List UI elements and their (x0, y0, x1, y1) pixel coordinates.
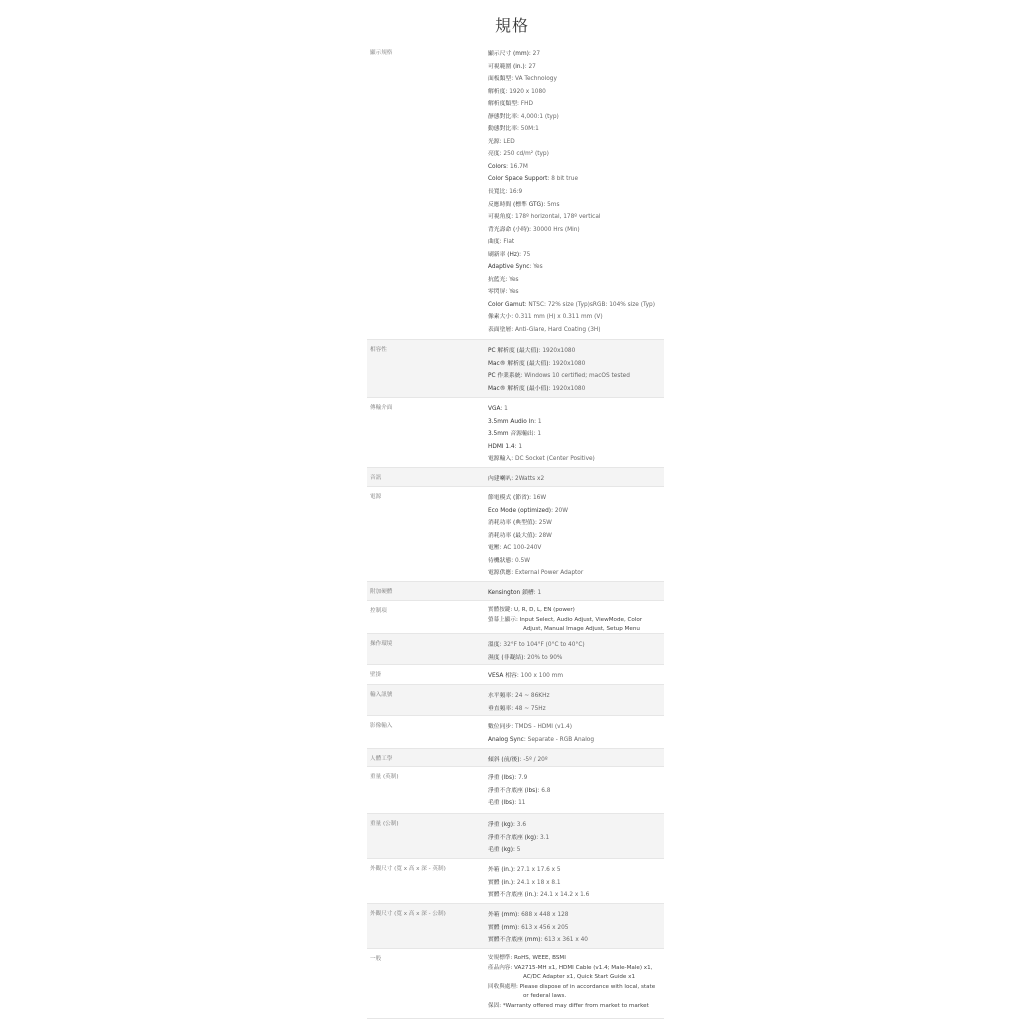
spec-item-value: 613 x 456 x 205 (521, 924, 569, 931)
spec-item: 刷新率 (Hz): 75 (488, 251, 531, 258)
spec-item-value: 688 x 448 x 128 (521, 912, 569, 918)
spec-item: 毛重 (kg): 5 (488, 847, 521, 854)
spec-item-key: 待機狀態 (488, 557, 512, 564)
spec-item-key: 實體 (in.) (488, 879, 514, 886)
spec-row (367, 814, 664, 859)
spec-item-key: 外箱 (in.) (488, 867, 514, 873)
spec-item-key: 實體 (mm) (488, 924, 518, 931)
spec-item-key: 淨重不含底座 (lbs) (488, 787, 538, 794)
spec-row (367, 665, 664, 685)
spec-item-key: Color Gamut (488, 301, 525, 308)
spec-item: 解析度: 1920 x 1080 (488, 88, 546, 95)
spec-row (367, 716, 664, 749)
spec-item-value: 1 (504, 406, 508, 412)
spec-item: 零閃屏: Yes (488, 289, 519, 296)
spec-item: 消耗功率 (典型值): 25W (488, 520, 552, 527)
spec-item-key: 可視角度 (488, 214, 512, 221)
spec-row-values (488, 909, 664, 947)
spec-item: Analog Sync: Separate - RGB Analog (488, 736, 595, 743)
spec-item: PC 作業系統: Windows 10 certified; macOS tested (488, 373, 630, 380)
spec-item: Kensington 鎖槽: 1 (488, 590, 542, 596)
spec-item: 反應時間 (標準 GTG): 5ms (488, 201, 560, 208)
spec-row (367, 468, 664, 487)
spec-item: 濕度 (非凝結): 20% to 90% (488, 654, 563, 661)
spec-row-values (488, 954, 664, 1011)
spec-item-key: 顯示尺寸 (mm) (488, 51, 529, 57)
spec-row (367, 685, 664, 716)
spec-row (367, 43, 664, 340)
spec-item-key: 面板類型 (488, 76, 512, 83)
spec-item-value: 178º horizontal, 178º vertical (515, 214, 601, 221)
spec-text: 保固: *Warranty offered may differ from market to market (488, 1002, 649, 1009)
spec-row-label: 電源 (370, 494, 382, 500)
spec-row-label: 影像輸入 (370, 723, 393, 729)
spec-item-value: VA Technology (515, 76, 557, 83)
spec-row-label: 輸入訊號 (370, 692, 393, 698)
spec-row-values (488, 473, 664, 486)
spec-item-value: 2Watts x2 (515, 476, 545, 482)
spec-item-key: 濕度 (非凝結) (488, 654, 524, 661)
spec-item-key: PC 解析度 (最大值) (488, 348, 539, 354)
spec-item: Color Space Support: 8 bit true (488, 176, 579, 183)
spec-row (367, 582, 664, 601)
spec-item: 外箱 (in.): 27.1 x 17.6 x 5 (488, 867, 561, 873)
spec-item: 淨重不含底座 (lbs): 6.8 (488, 787, 551, 794)
spec-row-values (488, 403, 664, 466)
spec-row-label: 人體工學 (370, 756, 393, 762)
spec-row (367, 949, 664, 1019)
spec-row (367, 398, 664, 468)
spec-item: Color Gamut: NTSC: 72% size (Typ)sRGB: 104% size (Typ) (488, 301, 655, 308)
spec-text-line (488, 1002, 664, 1012)
spec-item-value: 1920x1080 (552, 385, 586, 392)
spec-row (367, 767, 664, 814)
spec-item: VESA 相容: 100 x 100 mm (488, 673, 564, 679)
spec-item-value: 100 x 100 mm (520, 673, 564, 679)
spec-item-key: 消耗功率 (最大值) (488, 532, 535, 539)
spec-text-line (488, 606, 664, 616)
spec-item-key: Adaptive Sync (488, 264, 530, 271)
spec-item-value: 1920 x 1080 (509, 88, 546, 95)
spec-item-key: 淨重 (lbs) (488, 775, 515, 781)
spec-item: 抗藍光: Yes (488, 276, 519, 283)
spec-row-label: 傳輸介面 (370, 405, 393, 411)
spec-item-value: 0.311 mm (H) x 0.311 mm (V) (515, 314, 603, 321)
spec-item-key: 消耗功率 (典型值) (488, 520, 535, 527)
spec-item-value: 27.1 x 17.6 x 5 (516, 867, 561, 873)
spec-text-line (488, 616, 664, 626)
spec-item-value: 5ms (547, 201, 560, 208)
spec-row-label: 音訊 (370, 475, 382, 481)
spec-item: 實體 (in.): 24.1 x 18 x 8.1 (488, 879, 561, 886)
spec-item: 背光壽命 (小時): 30000 Hrs (Min) (488, 226, 580, 233)
spec-item-value: TMDS - HDMI (v1.4) (515, 724, 573, 730)
spec-item-value: Windows 10 certified; macOS tested (524, 373, 630, 380)
spec-item-key: 解析度 (488, 88, 506, 95)
spec-item: 淨重 (lbs): 7.9 (488, 775, 528, 781)
spec-item: 外箱 (mm): 688 x 448 x 128 (488, 912, 569, 918)
spec-item-value: 27 (532, 51, 541, 57)
spec-item: 動態對比率: 50M:1 (488, 126, 539, 133)
spec-item-value: Anti-Glare, Hard Coating (3H) (515, 327, 601, 334)
spec-item-key: 節電模式 (節省) (488, 495, 530, 501)
spec-item: 溫度: 32°F to 104°F (0°C to 40°C) (488, 642, 585, 648)
spec-item-value: 1920x1080 (552, 360, 586, 367)
spec-row-label: 附加硬體 (370, 589, 393, 595)
spec-item: 3.5mm Audio In: 1 (488, 418, 542, 425)
spec-item-key: 靜態對比率 (488, 113, 517, 120)
spec-row-label: 重量 (英制) (370, 774, 399, 780)
spec-item: 曲度: Flat (488, 239, 515, 246)
spec-item-key: 刷新率 (Hz) (488, 251, 520, 258)
spec-row-values (488, 606, 664, 635)
spec-row-values (488, 639, 664, 664)
spec-item-key: 背光壽命 (小時) (488, 226, 530, 233)
spec-text: 螢幕上顯示: Input Select, Audio Adjust, ViewMode, Color (488, 616, 643, 623)
spec-row-values (488, 587, 664, 600)
spec-item-key: 電壓 (488, 545, 500, 552)
spec-item-value: 250 cd/m² (typ) (503, 151, 549, 158)
spec-item-value: 25W (538, 520, 552, 527)
spec-item: 淨重 (kg): 3.6 (488, 822, 527, 828)
spec-item: 水平頻率: 24 ~ 86KHz (488, 693, 550, 699)
spec-item-key: 3.5mm 音源輸出 (488, 431, 534, 438)
spec-item-value: 24.1 x 14.2 x 1.6 (540, 892, 590, 899)
spec-text-line (488, 964, 664, 974)
spec-item-key: Color Space Support (488, 176, 548, 183)
spec-item-key: 像素大小 (488, 314, 512, 321)
spec-item: 實體不含底座 (in.): 24.1 x 14.2 x 1.6 (488, 892, 590, 899)
spec-text: 回收與處理: Please dispose of in accordance with local, state (488, 983, 656, 990)
spec-item-value: 24.1 x 18 x 8.1 (516, 879, 561, 886)
spec-item-value: 613 x 361 x 40 (544, 937, 588, 944)
spec-item-value: 3.1 (539, 834, 550, 841)
spec-text-line (488, 992, 664, 1002)
spec-item-key: 長寬比 (488, 189, 506, 196)
spec-item: 光源: LED (488, 138, 515, 145)
spec-row-values (488, 721, 664, 746)
spec-text-line (488, 954, 664, 964)
spec-item-value: FHD (520, 101, 533, 108)
spec-row-values (488, 670, 664, 683)
spec-item: 可視角度: 178º horizontal, 178º vertical (488, 214, 601, 221)
spec-text: 實體按鍵: U, R, D, L, EN (power) (488, 607, 575, 613)
spec-item-key: 毛重 (lbs) (488, 800, 515, 807)
spec-item-key: 實體不含底座 (mm) (488, 937, 541, 944)
spec-text: Adjust, Manual Image Adjust, Setup Menu (523, 626, 640, 632)
spec-text-line (488, 983, 664, 993)
spec-item-value: 4,000:1 (typ) (520, 113, 559, 120)
spec-item-key: 淨重 (kg) (488, 822, 513, 828)
spec-item-key: 水平頻率 (488, 693, 512, 699)
spec-item: Eco Mode (optimized): 20W (488, 507, 568, 514)
spec-item-key: 可視範圍 (in.) (488, 63, 525, 70)
spec-item: 實體不含底座 (mm): 613 x 361 x 40 (488, 937, 588, 944)
spec-row (367, 634, 664, 665)
spec-item-value: 8 bit true (551, 176, 579, 183)
spec-item: 毛重 (lbs): 11 (488, 800, 526, 807)
spec-item-key: 淨重不含底座 (kg) (488, 834, 537, 841)
spec-row-label: 重量 (公制) (370, 821, 399, 827)
spec-row-label: 操作環境 (370, 641, 393, 647)
spec-item-value: 1 (537, 590, 542, 596)
spec-item-value: Yes (509, 276, 519, 283)
spec-row-values (488, 48, 664, 337)
spec-item-key: 表面塗層 (488, 327, 512, 334)
spec-row-values (488, 690, 664, 715)
spec-text: or federal laws. (523, 993, 567, 999)
spec-item-value: -5º / 20º (523, 757, 548, 763)
spec-item-key: 電源供應 (488, 570, 512, 577)
spec-item-key: 零閃屏 (488, 289, 506, 296)
spec-item-value: 20% to 90% (527, 654, 563, 661)
spec-item-value: 11 (518, 800, 526, 807)
spec-row-label: 一般 (370, 956, 382, 962)
spec-row-values (488, 754, 664, 767)
spec-row-label: 外觀尺寸 (寬 x 高 x 深 - 英制) (370, 866, 446, 872)
spec-item-value: 6.8 (541, 787, 551, 794)
spec-row (367, 601, 664, 634)
spec-item: 亮度: 250 cd/m² (typ) (488, 151, 549, 158)
spec-item-value: 27 (528, 63, 536, 70)
spec-item-value: 16:9 (509, 189, 523, 196)
spec-item-key: 動態對比率 (488, 126, 517, 133)
spec-item: 靜態對比率: 4,000:1 (typ) (488, 113, 559, 120)
spec-row-label: 顯示規格 (370, 50, 393, 56)
spec-item: 內建喇叭: 2Watts x2 (488, 476, 545, 482)
spec-item-key: 內建喇叭 (488, 476, 512, 482)
spec-item-value: 75 (522, 251, 531, 258)
spec-item-key: 3.5mm Audio In (488, 418, 535, 425)
spec-item-value: 28W (538, 532, 552, 539)
spec-item: 待機狀態: 0.5W (488, 557, 530, 564)
spec-item-value: 32°F to 104°F (0°C to 40°C) (503, 642, 585, 648)
spec-item-key: VGA (488, 406, 501, 412)
spec-item: 實體 (mm): 613 x 456 x 205 (488, 924, 569, 931)
spec-item-key: 電源輸入 (488, 456, 512, 463)
spec-item: HDMI 1.4: 1 (488, 443, 523, 450)
spec-item: 解析度類型: FHD (488, 101, 533, 108)
spec-item: 可視範圍 (in.): 27 (488, 63, 536, 70)
spec-text: 安規標準: RoHS, WEEE, BSMI (488, 955, 566, 961)
spec-item-value: 1 (518, 443, 523, 450)
spec-row-values (488, 864, 664, 902)
spec-item-key: 垂直頻率 (488, 705, 512, 712)
spec-item: 電源輸入: DC Socket (Center Positive) (488, 456, 595, 463)
spec-item-value: AC 100-240V (503, 545, 542, 552)
spec-item-value: DC Socket (Center Positive) (515, 456, 595, 463)
spec-row (367, 340, 664, 398)
spec-row-values (488, 819, 664, 857)
spec-item-value: 50M:1 (520, 126, 539, 133)
spec-item-value: Yes (509, 289, 519, 296)
spec-row (367, 904, 664, 949)
spec-item-key: Mac® 解析度 (最大值) (488, 360, 549, 367)
spec-item-value: Separate - RGB Analog (527, 736, 595, 743)
spec-item: 顯示尺寸 (mm): 27 (488, 51, 541, 57)
spec-item-key: Analog Sync (488, 736, 524, 743)
spec-item-value: 1 (537, 418, 542, 425)
spec-item-key: 曲度 (488, 239, 500, 246)
spec-item-value: 7.9 (518, 775, 528, 781)
spec-row-values (488, 772, 664, 810)
spec-item-value: 48 ~ 75Hz (515, 705, 546, 712)
spec-item: 電壓: AC 100-240V (488, 545, 542, 552)
spec-item-value: 1920x1080 (542, 348, 576, 354)
page-title: 規格 (494, 16, 529, 35)
spec-item-key: 外箱 (mm) (488, 912, 518, 918)
spec-item-value: 20W (554, 507, 568, 514)
spec-item-key: 溫度 (488, 642, 500, 648)
spec-item-key: Eco Mode (optimized) (488, 507, 552, 514)
spec-item-key: 毛重 (kg) (488, 847, 513, 854)
spec-item: 電源供應: External Power Adaptor (488, 570, 584, 577)
spec-item-key: Colors (488, 163, 507, 170)
spec-item-key: 數位同步 (488, 724, 512, 730)
spec-row (367, 749, 664, 767)
spec-item-value: 24 ~ 86KHz (515, 693, 550, 699)
spec-item-key: 解析度類型 (488, 101, 517, 108)
spec-item-value: 16.7M (509, 163, 528, 170)
spec-item: Adaptive Sync: Yes (488, 264, 543, 271)
spec-row-label: 外觀尺寸 (寬 x 高 x 深 - 公制) (370, 911, 446, 917)
spec-item-value: External Power Adaptor (515, 570, 584, 577)
spec-item: Colors: 16.7M (488, 163, 528, 170)
spec-item-key: PC 作業系統 (488, 373, 521, 380)
spec-item-key: HDMI 1.4 (488, 443, 515, 450)
spec-row (367, 859, 664, 904)
spec-item: 表面塗層: Anti-Glare, Hard Coating (3H) (488, 327, 601, 334)
spec-item-value: 1 (537, 431, 542, 438)
spec-item-value: 3.6 (516, 822, 527, 828)
spec-item: 數位同步: TMDS - HDMI (v1.4) (488, 724, 573, 730)
spec-item: 長寬比: 16:9 (488, 189, 523, 196)
spec-item-value: 5 (516, 847, 521, 854)
spec-item: 面板類型: VA Technology (488, 76, 557, 83)
spec-item: 像素大小: 0.311 mm (H) x 0.311 mm (V) (488, 314, 603, 321)
spec-item-key: VESA 相容 (488, 673, 517, 679)
spec-item: 垂直頻率: 48 ~ 75Hz (488, 705, 546, 712)
spec-item-value: 0.5W (515, 557, 530, 564)
spec-item-value: Yes (533, 264, 543, 271)
spec-item: Mac® 解析度 (最大值): 1920x1080 (488, 360, 586, 367)
spec-item-key: 抗藍光 (488, 276, 506, 283)
spec-item: 3.5mm 音源輸出: 1 (488, 431, 542, 438)
spec-item: 淨重不含底座 (kg): 3.1 (488, 834, 550, 841)
spec-item: 消耗功率 (最大值): 28W (488, 532, 552, 539)
spec-item: 傾斜 (前/後): -5º / 20º (488, 757, 548, 763)
spec-item-key: 亮度 (488, 151, 500, 158)
spec-item-key: 傾斜 (前/後) (488, 757, 520, 763)
spec-table (367, 43, 664, 1019)
spec-item-value: 30000 Hrs (Min) (532, 226, 580, 233)
spec-text: AC/DC Adapter x1, Quick Start Guide x1 (523, 974, 636, 980)
spec-row (367, 487, 664, 582)
spec-item-value: LED (503, 138, 515, 145)
spec-item-value: NTSC: 72% size (Typ)sRGB: 104% size (Typ) (528, 301, 655, 308)
spec-row-label: 控制項 (370, 608, 387, 614)
spec-item-key: 實體不含底座 (in.) (488, 892, 537, 899)
spec-item-key: Kensington 鎖槽 (488, 590, 534, 596)
spec-row-label: 相容性 (370, 347, 387, 353)
spec-item-key: Mac® 解析度 (最小值) (488, 385, 549, 392)
spec-row-values (488, 345, 664, 395)
spec-item: 節電模式 (節省): 16W (488, 495, 547, 501)
spec-item-value: 16W (532, 495, 547, 501)
spec-row-values (488, 492, 664, 580)
spec-text-line (488, 973, 664, 983)
spec-item-key: 反應時間 (標準 GTG) (488, 201, 544, 208)
spec-row-label: 壁掛 (370, 672, 382, 678)
spec-item-value: Flat (503, 239, 515, 246)
spec-item: VGA: 1 (488, 406, 508, 412)
spec-item-key: 光源 (488, 138, 500, 145)
spec-item: PC 解析度 (最大值): 1920x1080 (488, 348, 576, 354)
spec-text: 產品內容: VA2715-MH x1, HDMI Cable (v1.4; Male-Male) x1, (488, 964, 653, 971)
spec-item: Mac® 解析度 (最小值): 1920x1080 (488, 385, 586, 392)
